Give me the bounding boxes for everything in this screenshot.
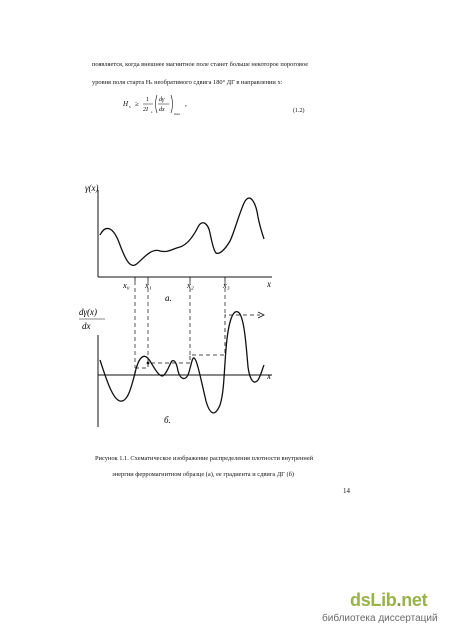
formula-inner-num: dγ	[159, 97, 165, 103]
formula-den: 2I	[143, 107, 148, 113]
tick-x3: x₃	[223, 280, 230, 290]
formula-1-2	[120, 90, 200, 122]
panel-b-curve	[100, 312, 264, 413]
figure-caption-line-1: Рисунок 1.1. Схематическое изображение распределения плотности внутренней	[95, 455, 314, 462]
panel-a-label: а.	[165, 293, 172, 303]
tick-x1: x₁	[145, 280, 152, 290]
paragraph-line-2: уровня поля старта Hₛ необратимого сдвига 180° ДГ в направлении x:	[92, 79, 283, 86]
panel-a-curve	[100, 198, 264, 265]
figure-1-1	[60, 175, 300, 435]
panel-b-x-label: x	[267, 371, 271, 381]
tick-x0: x₀	[123, 280, 130, 290]
formula-lhs-sub: s	[129, 104, 131, 109]
panel-b-y-label-den: dx	[82, 321, 91, 331]
panel-a-x-label: x	[267, 279, 271, 289]
formula-lhs: H	[123, 100, 129, 108]
tick-x2: x₂	[187, 280, 194, 290]
svg-text:,: ,	[185, 100, 187, 108]
page-number: 14	[343, 487, 350, 495]
formula-inner-den: dx	[159, 107, 165, 113]
panel-b-label: б.	[164, 415, 171, 425]
watermark-subtitle: библиотека диссертаций	[322, 613, 438, 624]
paragraph-line-1: появляется, когда внешнее магнитное поле станет больше некоторое пороговое	[92, 61, 309, 68]
panel-b-y-label-num: dγ(x)	[79, 307, 98, 317]
figure-caption-line-2: энергии ферромагнитном образце (а), ее градиента и сдвига ДГ (б)	[112, 471, 294, 478]
panel-a-y-label: γ(x)	[85, 183, 99, 193]
formula-rel: ≥	[135, 100, 139, 108]
panel-b	[79, 281, 272, 427]
formula-num: 1	[146, 97, 149, 103]
equation-number: (1.2)	[293, 108, 305, 114]
panel-a	[85, 183, 272, 303]
formula-den-sub: s	[151, 110, 153, 114]
watermark-logo: dsLib.net	[350, 590, 428, 610]
formula-sub-max: max	[174, 112, 181, 116]
